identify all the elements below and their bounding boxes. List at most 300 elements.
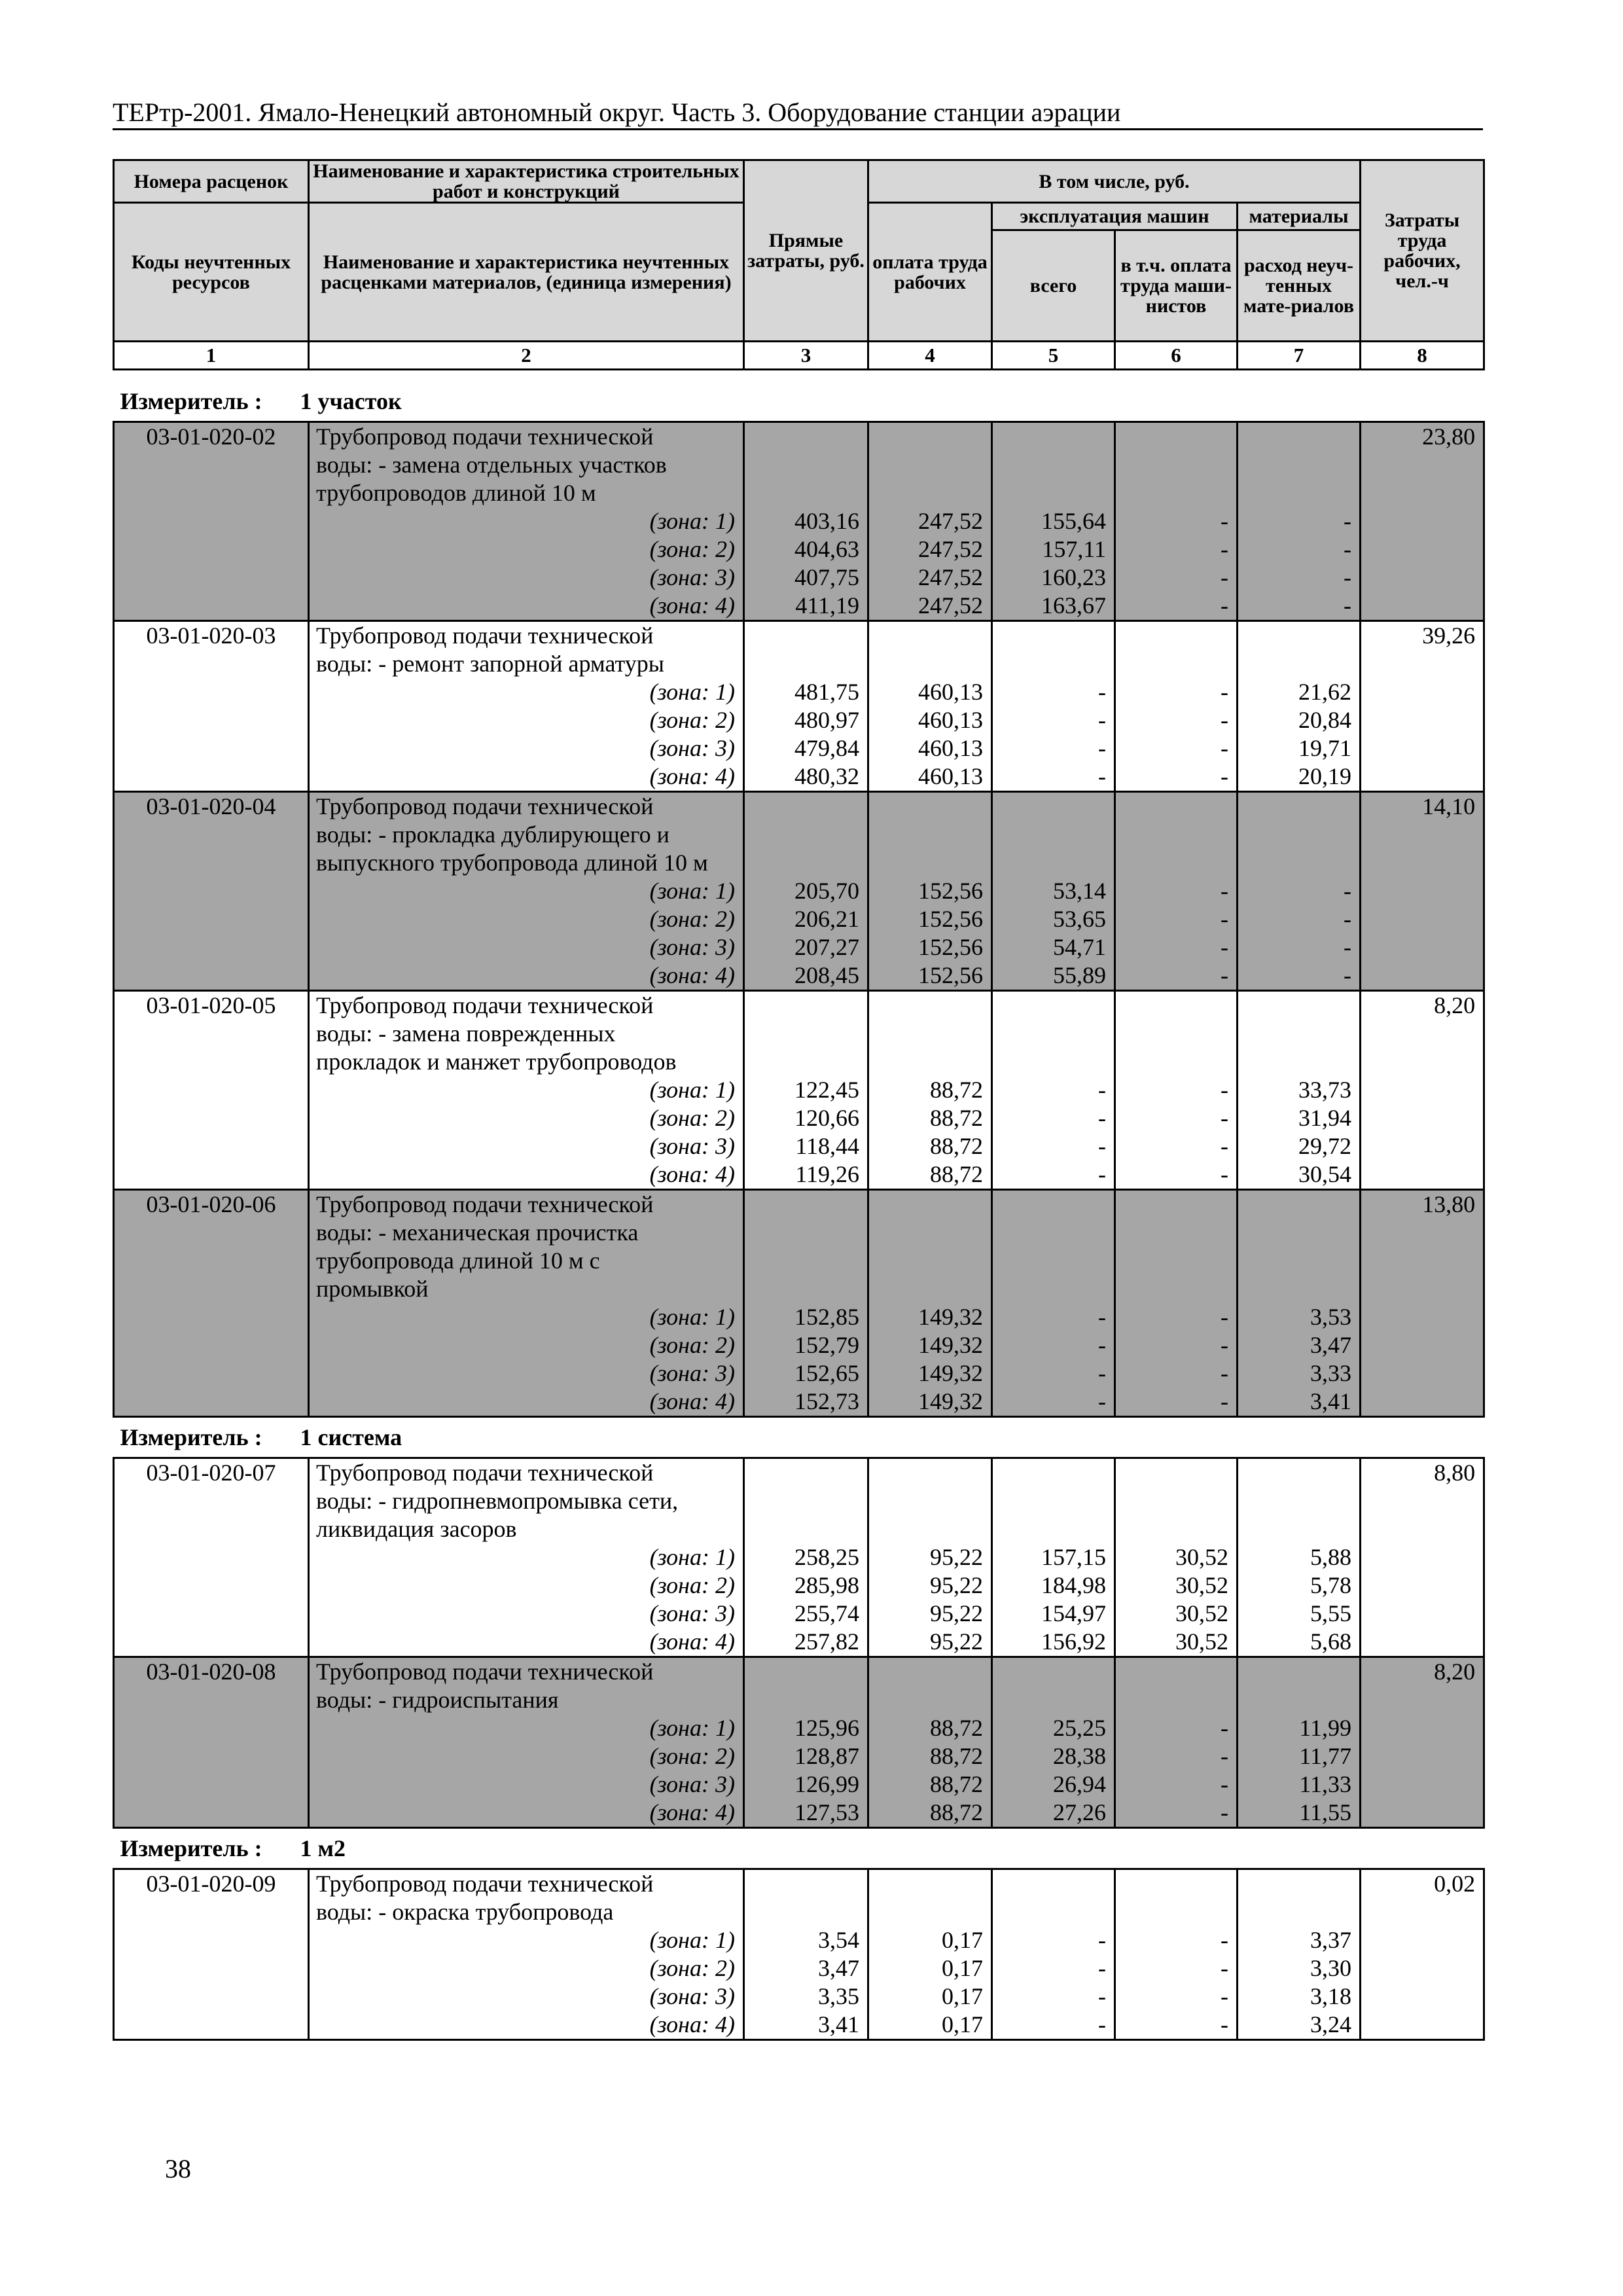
machine-total: 154,97 [992,1600,1115,1628]
zone-row [114,877,1484,905]
rate-row [114,621,1484,651]
worker-pay: 149,32 [868,1303,992,1331]
rate-description: воды: - гидроиспытания [309,1686,744,1714]
zone-row [114,1359,1484,1388]
machine-total: 163,67 [992,592,1115,621]
worker-pay: 95,22 [868,1571,992,1600]
machine-total: 28,38 [992,1742,1115,1770]
material-cost: 29,72 [1238,1132,1361,1160]
zone-label: (зона: 1) [309,1926,744,1954]
zone-label: (зона: 2) [309,706,744,734]
rate-code [114,1275,309,1303]
rate-row [114,991,1484,1020]
zone-label: (зона: 3) [309,1770,744,1799]
zone-label: (зона: 1) [309,1076,744,1104]
zone-label: (зона: 3) [309,933,744,961]
machine-total: - [992,1104,1115,1132]
rate-description: промывкой [309,1275,744,1303]
zone-row [114,564,1484,592]
worker-pay: 95,22 [868,1628,992,1657]
zone-label: (зона: 4) [309,961,744,991]
zone-label: (зона: 2) [309,1571,744,1600]
material-cost: 19,71 [1238,734,1361,762]
zone-row [114,1600,1484,1628]
machine-total: - [992,678,1115,706]
rate-code [114,650,309,678]
direct-cost: 3,47 [744,1954,868,1982]
machinist-pay: - [1115,1331,1238,1359]
header-total: всего [992,230,1115,342]
machine-total: - [992,1132,1115,1160]
material-cost: 5,88 [1238,1543,1361,1571]
material-cost: 3,30 [1238,1954,1361,1982]
material-cost: 3,47 [1238,1331,1361,1359]
machinist-pay: - [1115,706,1238,734]
labor-cost: 23,80 [1361,422,1484,452]
rate-description: воды: - гидропневмопромывка сети, [309,1487,744,1515]
zone-row [114,1160,1484,1190]
machinist-pay: - [1115,1104,1238,1132]
direct-cost: 152,79 [744,1331,868,1359]
header-including: В том числе, руб. [868,160,1361,203]
machinist-pay: 30,52 [1115,1628,1238,1657]
zone-row [114,507,1484,535]
header-rule [113,128,1483,130]
rate-code [114,849,309,877]
machinist-pay: - [1115,1954,1238,1982]
labor-cost [1361,1487,1484,1515]
zone-label: (зона: 4) [309,592,744,621]
worker-pay: 152,56 [868,905,992,933]
worker-pay: 0,17 [868,1982,992,2011]
material-cost: - [1238,933,1361,961]
machine-total: 157,11 [992,535,1115,564]
labor-cost: 8,20 [1361,1657,1484,1687]
machine-total: - [992,762,1115,792]
material-cost: 3,53 [1238,1303,1361,1331]
machinist-pay: - [1115,564,1238,592]
zone-row [114,1714,1484,1742]
rate-row [114,821,1484,849]
direct-cost: 3,41 [744,2011,868,2040]
direct-cost: 255,74 [744,1600,868,1628]
col-number: 7 [1238,342,1361,370]
labor-cost [1361,1020,1484,1048]
labor-cost: 8,80 [1361,1458,1484,1488]
zone-row [114,1954,1484,1982]
rate-code [114,479,309,507]
worker-pay: 149,32 [868,1331,992,1359]
material-cost: 5,55 [1238,1600,1361,1628]
worker-pay: 88,72 [868,1160,992,1190]
direct-cost: 258,25 [744,1543,868,1571]
machine-total: 53,65 [992,905,1115,933]
worker-pay: 88,72 [868,1714,992,1742]
header-material-names: Наименование и характеристика неучтенных расценками материалов, (единица измерения) [309,203,744,342]
zone-label: (зона: 1) [309,1714,744,1742]
rate-description: прокладок и манжет трубопроводов [309,1048,744,1076]
material-cost: 11,99 [1238,1714,1361,1742]
worker-pay: 152,56 [868,933,992,961]
direct-cost: 481,75 [744,678,868,706]
direct-cost: 479,84 [744,734,868,762]
direct-cost: 119,26 [744,1160,868,1190]
material-cost: 5,78 [1238,1571,1361,1600]
zone-row [114,961,1484,991]
machinist-pay: - [1115,1359,1238,1388]
header-labor-costs: Затраты труда рабочих, чел.-ч [1361,160,1484,342]
rate-row [114,1247,1484,1275]
labor-cost [1361,1275,1484,1303]
machinist-pay: - [1115,905,1238,933]
worker-pay: 247,52 [868,592,992,621]
measure-value: 1 участок [300,388,402,414]
measure-row [114,1828,1484,1869]
labor-cost [1361,1219,1484,1247]
direct-cost: 128,87 [744,1742,868,1770]
material-cost: 20,19 [1238,762,1361,792]
rate-description: выпускного трубопровода длиной 10 м [309,849,744,877]
measure-value: 1 система [300,1424,402,1450]
machinist-pay: 30,52 [1115,1600,1238,1628]
direct-cost: 152,73 [744,1388,868,1417]
labor-cost [1361,1515,1484,1543]
zone-row [114,905,1484,933]
zone-row [114,1571,1484,1600]
rate-row [114,1219,1484,1247]
labor-cost [1361,479,1484,507]
zone-row [114,1770,1484,1799]
zone-row [114,2011,1484,2040]
measure-value: 1 м2 [300,1835,346,1861]
worker-pay: 460,13 [868,762,992,792]
direct-cost: 127,53 [744,1799,868,1828]
zone-row [114,706,1484,734]
machinist-pay: - [1115,1076,1238,1104]
header-material-consumption: расход неуч-тенных мате-риалов [1238,230,1361,342]
machine-total: - [992,1160,1115,1190]
col-number: 8 [1361,342,1484,370]
rate-description: воды: - прокладка дублирующего и [309,821,744,849]
direct-cost: 404,63 [744,535,868,564]
rate-code [114,1020,309,1048]
header-name-characteristic: Наименование и характеристика строительных работ и конструкций [309,160,744,203]
worker-pay: 247,52 [868,564,992,592]
zone-label: (зона: 4) [309,1799,744,1828]
worker-pay: 460,13 [868,706,992,734]
rate-row [114,849,1484,877]
zone-label: (зона: 3) [309,1982,744,2011]
rate-code [114,1048,309,1076]
rate-row [114,1898,1484,1926]
labor-cost [1361,1898,1484,1926]
machine-total: - [992,1359,1115,1388]
machinist-pay: 30,52 [1115,1571,1238,1600]
zone-row [114,1303,1484,1331]
machinist-pay: - [1115,1799,1238,1828]
header-machinist-pay: в т.ч. оплата труда маши-нистов [1115,230,1238,342]
rate-code: 03-01-020-02 [114,422,309,452]
direct-cost: 208,45 [744,961,868,991]
labor-cost [1361,1048,1484,1076]
material-cost: 3,33 [1238,1359,1361,1388]
zone-label: (зона: 2) [309,1954,744,1982]
zone-row [114,1388,1484,1417]
zone-label: (зона: 1) [309,1543,744,1571]
zone-row [114,734,1484,762]
machine-total: - [992,706,1115,734]
worker-pay: 247,52 [868,535,992,564]
machine-total: 26,94 [992,1770,1115,1799]
zone-label: (зона: 1) [309,1303,744,1331]
labor-cost: 0,02 [1361,1869,1484,1899]
measure-row [114,382,1484,422]
rate-description: Трубопровод подачи технической [309,1657,744,1687]
zone-row [114,1076,1484,1104]
worker-pay: 88,72 [868,1799,992,1828]
worker-pay: 95,22 [868,1543,992,1571]
zone-label: (зона: 1) [309,877,744,905]
material-cost: 5,68 [1238,1628,1361,1657]
machinist-pay: - [1115,1926,1238,1954]
rate-row [114,1048,1484,1076]
direct-cost: 126,99 [744,1770,868,1799]
machinist-pay: - [1115,678,1238,706]
rate-row [114,451,1484,479]
rate-description: воды: - замена отдельных участков [309,451,744,479]
direct-cost: 411,19 [744,592,868,621]
rate-code: 03-01-020-05 [114,991,309,1020]
header-direct-costs: Прямые затраты, руб. [744,160,868,342]
material-cost: - [1238,564,1361,592]
worker-pay: 149,32 [868,1388,992,1417]
material-cost: - [1238,592,1361,621]
direct-cost: 152,85 [744,1303,868,1331]
header-machine-operation: эксплуатация машин [992,203,1238,230]
zone-label: (зона: 1) [309,507,744,535]
zone-label: (зона: 4) [309,1388,744,1417]
col-number: 3 [744,342,868,370]
zone-label: (зона: 2) [309,535,744,564]
rate-code: 03-01-020-03 [114,621,309,651]
rate-code [114,1247,309,1275]
rate-description: Трубопровод подачи технической [309,991,744,1020]
rate-row [114,1458,1484,1488]
worker-pay: 0,17 [868,2011,992,2040]
worker-pay: 0,17 [868,1926,992,1954]
worker-pay: 152,56 [868,961,992,991]
direct-cost: 205,70 [744,877,868,905]
rate-description: Трубопровод подачи технической [309,792,744,821]
material-cost: 11,33 [1238,1770,1361,1799]
machine-total: 160,23 [992,564,1115,592]
rate-description: воды: - замена поврежденных [309,1020,744,1048]
direct-cost: 3,54 [744,1926,868,1954]
rate-code: 03-01-020-09 [114,1869,309,1899]
rate-row [114,422,1484,452]
worker-pay: 0,17 [868,1954,992,1982]
machine-total: 54,71 [992,933,1115,961]
zone-label: (зона: 4) [309,1628,744,1657]
rate-code: 03-01-020-06 [114,1190,309,1219]
machine-total: - [992,1926,1115,1954]
rate-row [114,1487,1484,1515]
rate-row [114,1657,1484,1687]
material-cost: 33,73 [1238,1076,1361,1104]
machine-total: 53,14 [992,877,1115,905]
labor-cost: 8,20 [1361,991,1484,1020]
machinist-pay: - [1115,1714,1238,1742]
rate-description: Трубопровод подачи технической [309,621,744,651]
zone-row [114,762,1484,792]
rate-row [114,650,1484,678]
material-cost: 21,62 [1238,678,1361,706]
worker-pay: 149,32 [868,1359,992,1388]
rate-row [114,1686,1484,1714]
zone-label: (зона: 2) [309,1742,744,1770]
rate-code: 03-01-020-04 [114,792,309,821]
zone-label: (зона: 3) [309,734,744,762]
material-cost: 3,24 [1238,2011,1361,2040]
worker-pay: 95,22 [868,1600,992,1628]
machinist-pay: - [1115,877,1238,905]
material-cost: 11,55 [1238,1799,1361,1828]
direct-cost: 285,98 [744,1571,868,1600]
direct-cost: 480,97 [744,706,868,734]
machinist-pay: - [1115,961,1238,991]
header-materials: материалы [1238,203,1361,230]
rate-row [114,792,1484,821]
worker-pay: 88,72 [868,1132,992,1160]
direct-cost: 257,82 [744,1628,868,1657]
machinist-pay: - [1115,535,1238,564]
labor-cost [1361,1686,1484,1714]
worker-pay: 88,72 [868,1742,992,1770]
machine-total: - [992,1954,1115,1982]
machinist-pay: - [1115,507,1238,535]
rate-code [114,1219,309,1247]
machinist-pay: - [1115,1303,1238,1331]
machinist-pay: - [1115,1160,1238,1190]
zone-row [114,1799,1484,1828]
rate-description: Трубопровод подачи технической [309,1869,744,1899]
rate-description: ликвидация засоров [309,1515,744,1543]
material-cost: 3,18 [1238,1982,1361,2011]
direct-cost: 403,16 [744,507,868,535]
zone-label: (зона: 2) [309,1331,744,1359]
rate-row [114,1869,1484,1899]
material-cost: - [1238,535,1361,564]
machine-total: - [992,734,1115,762]
col-number: 1 [114,342,309,370]
zone-label: (зона: 1) [309,678,744,706]
rate-description: Трубопровод подачи технической [309,1458,744,1488]
rate-code [114,451,309,479]
rate-description: Трубопровод подачи технической [309,1190,744,1219]
zone-label: (зона: 4) [309,762,744,792]
worker-pay: 247,52 [868,507,992,535]
zone-row [114,678,1484,706]
labor-cost: 14,10 [1361,792,1484,821]
zone-row [114,1628,1484,1657]
rate-code [114,821,309,849]
rate-row [114,1020,1484,1048]
machine-total: - [992,2011,1115,2040]
machinist-pay: - [1115,1132,1238,1160]
direct-cost: 152,65 [744,1359,868,1388]
machine-total: - [992,1076,1115,1104]
table-header [113,159,1485,370]
direct-cost: 207,27 [744,933,868,961]
rate-row [114,1190,1484,1219]
labor-cost [1361,849,1484,877]
header-resource-codes: Коды неучтенных ресурсов [114,203,309,342]
direct-cost: 118,44 [744,1132,868,1160]
measure-row [114,1417,1484,1458]
zone-label: (зона: 3) [309,1132,744,1160]
machine-total: 27,26 [992,1799,1115,1828]
direct-cost: 206,21 [744,905,868,933]
machinist-pay: - [1115,1770,1238,1799]
direct-cost: 3,35 [744,1982,868,2011]
direct-cost: 480,32 [744,762,868,792]
machine-total: - [992,1303,1115,1331]
machine-total: - [992,1982,1115,2011]
rate-description: воды: - механическая прочистка [309,1219,744,1247]
zone-row [114,1926,1484,1954]
col-number: 5 [992,342,1115,370]
col-number: 6 [1115,342,1238,370]
machinist-pay: - [1115,1742,1238,1770]
machine-total: 25,25 [992,1714,1115,1742]
material-cost: 3,37 [1238,1926,1361,1954]
zone-row [114,1982,1484,2011]
machine-total: - [992,1388,1115,1417]
machine-total: 155,64 [992,507,1115,535]
machinist-pay: - [1115,933,1238,961]
machine-total: - [992,1331,1115,1359]
machinist-pay: - [1115,734,1238,762]
zone-row [114,1331,1484,1359]
header-rates-numbers: Номера расценок [114,160,309,203]
labor-cost [1361,1247,1484,1275]
zone-label: (зона: 2) [309,905,744,933]
rate-description: трубопровода длиной 10 м с [309,1247,744,1275]
labor-cost [1361,650,1484,678]
direct-cost: 125,96 [744,1714,868,1742]
col-number: 4 [868,342,992,370]
zone-row [114,535,1484,564]
zone-label: (зона: 3) [309,1600,744,1628]
zone-row [114,592,1484,621]
machinist-pay: - [1115,1388,1238,1417]
material-cost: - [1238,961,1361,991]
zone-label: (зона: 3) [309,564,744,592]
header-worker-pay: оплата труда рабочих [868,203,992,342]
worker-pay: 152,56 [868,877,992,905]
rate-code: 03-01-020-07 [114,1458,309,1488]
rate-description: воды: - окраска трубопровода [309,1898,744,1926]
worker-pay: 88,72 [868,1770,992,1799]
material-cost: - [1238,877,1361,905]
labor-cost: 39,26 [1361,621,1484,651]
worker-pay: 88,72 [868,1104,992,1132]
material-cost: 3,41 [1238,1388,1361,1417]
rate-code [114,1487,309,1515]
labor-cost [1361,821,1484,849]
direct-cost: 120,66 [744,1104,868,1132]
zone-row [114,1104,1484,1132]
